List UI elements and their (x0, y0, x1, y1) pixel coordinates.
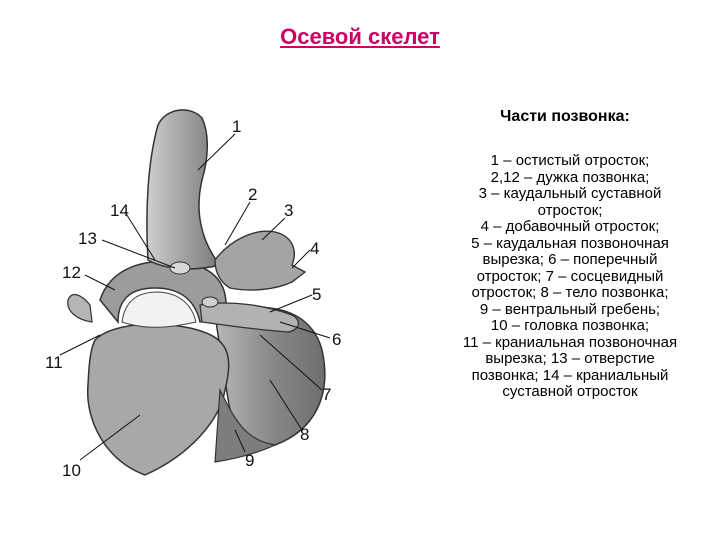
label-2: 2 (248, 185, 258, 204)
label-7: 7 (322, 385, 332, 404)
legend-line: отросток; 8 – тело позвонка; (471, 284, 669, 301)
label-10: 10 (62, 461, 81, 480)
label-4: 4 (310, 239, 320, 258)
vertebra-illustration (30, 100, 390, 510)
legend-line: позвонка; 14 – краниальный (471, 366, 669, 384)
articular-facet-shape (202, 297, 218, 307)
legend-line: 4 – добавочный отросток; (480, 218, 660, 235)
label-9: 9 (245, 451, 255, 470)
mammillary-process-shape (170, 262, 190, 274)
label-5: 5 (312, 285, 322, 304)
label-13: 13 (78, 229, 97, 248)
spinous-process-shape (147, 110, 220, 269)
label-8: 8 (300, 425, 310, 444)
legend-line: отросток; 7 – сосцевидный (476, 267, 664, 285)
leader-line (270, 295, 312, 312)
legend-line: 1 – остистый отросток; (490, 152, 650, 169)
label-6: 6 (332, 330, 342, 349)
legend-line: 9 – вентральный гребень; (479, 300, 661, 318)
transverse-process-shape (200, 303, 298, 332)
legend-line: 2,12 – дужка позвонка; (490, 168, 650, 186)
legend-line: вырезка; 13 – отверстие (485, 350, 655, 367)
caudal-articular-process-shape (215, 231, 305, 290)
slide-title: Осевой скелет (280, 24, 440, 49)
label-12: 12 (62, 263, 81, 282)
legend-line: 11 – краниальная позвоночная (462, 333, 678, 351)
legend-line: 10 – головка позвонка; (490, 317, 650, 334)
vertebral-head-shape (88, 324, 229, 475)
label-1: 1 (232, 117, 242, 136)
legend-line: 5 – каудальная позвоночная (471, 234, 669, 252)
label-14: 14 (110, 201, 129, 220)
legend-line: отросток; (537, 201, 603, 219)
legend-line: вырезка; 6 – поперечный (482, 251, 658, 268)
label-11: 11 (45, 353, 63, 372)
legend-line: суставной отросток (502, 383, 638, 400)
legend-heading: Части позвонка: (500, 108, 630, 125)
cranial-articular-process-shape (68, 295, 92, 322)
legend-text (430, 153, 710, 401)
label-3: 3 (284, 201, 294, 220)
legend-line: 3 – каудальный суставной (478, 185, 662, 202)
